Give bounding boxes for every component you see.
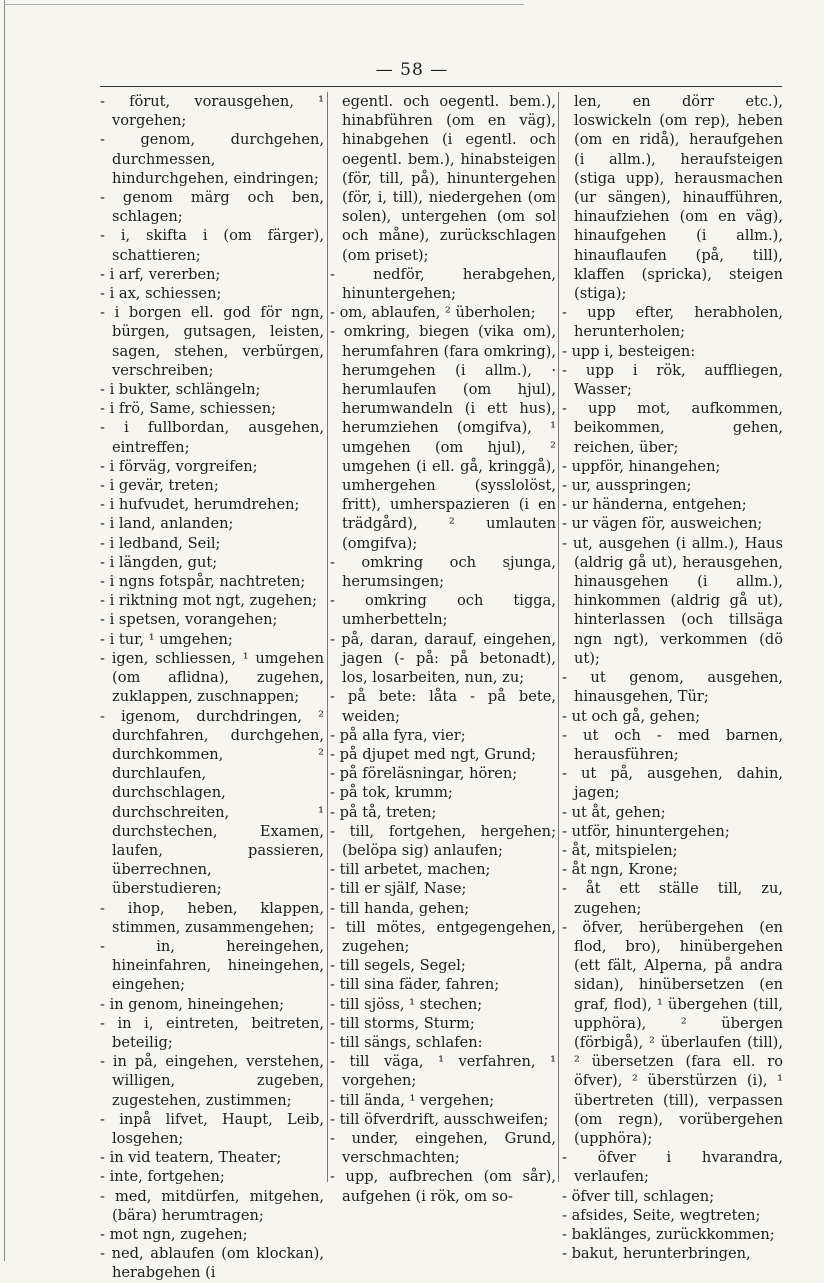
dictionary-entry: - upp i rök, auffliegen, Wasser; bbox=[562, 361, 783, 399]
dictionary-entry: - in vid teatern, Theater; bbox=[100, 1149, 282, 1167]
dictionary-entry: - omkring och tigga, umherbetteln; bbox=[330, 592, 556, 629]
dictionary-entry: - ut, ausgehen (i allm.), Haus (aldrig gå ut), herausgehen, hinausgehen (i allm.), hinkommen (aldrig gå ut), hinterlassen (och tillsäga ngn ngt), verkommen (dö ut); bbox=[562, 534, 783, 667]
dictionary-entry: - öfver, herübergehen (en flod, bro), hinübergehen (ett fält, Alperna, på andra sidan), hinübersetzen (en graf, flod), ¹ übergehen (till, upphöra), ² übergen (förbigå), ² überlaufen (till), ² übersetzen (fara ell. ro öfver), ² überstürzen (i), ¹ übertreten (till), verpassen (om regn), vorübergehen (upphöra); bbox=[562, 918, 783, 1147]
dictionary-entry: - afsides, Seite, wegtreten; bbox=[562, 1206, 761, 1224]
dictionary-entry: - i borgen ell. god för ngn, bürgen, gutsagen, leisten, sagen, stehen, verbürgen, verschreiben; bbox=[100, 304, 324, 379]
dictionary-entry: - genom märg och ben, schlagen; bbox=[100, 189, 324, 226]
dictionary-entry: - på, daran, darauf, eingehen, jagen (- på: på betonadt), los, losarbeiten, nun, zu; bbox=[330, 630, 556, 687]
dictionary-entry: - i ax, schiessen; bbox=[100, 285, 222, 303]
dictionary-entry: - utför, hinuntergehen; bbox=[562, 822, 730, 840]
dictionary-entry: - uppför, hinangehen; bbox=[562, 457, 721, 475]
dictionary-entry: - till arbetet, machen; bbox=[330, 861, 491, 879]
dictionary-entry: - till väga, ¹ verfahren, ¹ vorgehen; bbox=[330, 1053, 556, 1090]
dictionary-entry: - upp i, besteigen: bbox=[562, 342, 696, 360]
dictionary-entry: - ur händerna, entgehen; bbox=[562, 496, 747, 514]
dictionary-entry: - mot ngn, zugehen; bbox=[100, 1225, 248, 1243]
dictionary-entry: - genom, durchgehen, durchmessen, hindurchgehen, eindringen; bbox=[100, 131, 324, 187]
dictionary-entry: - ut och gå, gehen; bbox=[562, 707, 701, 725]
dictionary-entry: - på tå, treten; bbox=[330, 803, 437, 821]
column-2 bbox=[330, 92, 556, 1205]
dictionary-entry: - öfver till, schlagen; bbox=[562, 1187, 715, 1205]
column-divider bbox=[558, 92, 559, 1182]
dictionary-entry: - ned, ablaufen (om klockan), herabgehen (i bbox=[100, 1245, 324, 1282]
dictionary-entry: - upp efter, herabholen, herunterholen; bbox=[562, 304, 783, 341]
dictionary-entry: - i ledband, Seil; bbox=[100, 534, 221, 552]
dictionary-entry: - nedför, herabgehen, hinuntergehen; bbox=[330, 265, 556, 303]
dictionary-entry: - i land, anlanden; bbox=[100, 515, 234, 533]
dictionary-entry: - åt ngn, Krone; bbox=[562, 861, 678, 879]
dictionary-entry: - i spetsen, vorangehen; bbox=[100, 611, 278, 629]
dictionary-entry: - in genom, hineingehen; bbox=[100, 995, 285, 1013]
dictionary-entry: - i arf, vererben; bbox=[100, 265, 221, 283]
dictionary-entry: - inte, fortgehen; bbox=[100, 1168, 225, 1186]
dictionary-entry: - till ända, ¹ vergehen; bbox=[330, 1091, 495, 1109]
dictionary-entry: - till er själf, Nase; bbox=[330, 880, 467, 898]
dictionary-entry: - bakut, herunterbringen, bbox=[562, 1245, 751, 1263]
dictionary-entry: - till öfverdrift, ausschweifen; bbox=[330, 1110, 549, 1128]
dictionary-entry: - till storms, Sturm; bbox=[330, 1014, 475, 1032]
dictionary-entry: - om, ablaufen, ² überholen; bbox=[330, 304, 536, 322]
dictionary-entry: - på alla fyra, vier; bbox=[330, 726, 466, 744]
header-rule bbox=[100, 86, 782, 87]
dictionary-entry: - till handa, gehen; bbox=[330, 899, 470, 917]
dictionary-entry: - ihop, heben, klappen, stimmen, zusammengehen; bbox=[100, 899, 324, 936]
dictionary-entry: - på bete: låta - på bete, weiden; bbox=[330, 688, 556, 725]
column-3 bbox=[562, 92, 783, 1263]
page-top-edge bbox=[4, 4, 524, 5]
dictionary-entry: - i längden, gut; bbox=[100, 553, 218, 571]
dictionary-entry: - med, mitdürfen, mitgehen, (bära) herumtragen; bbox=[100, 1187, 324, 1224]
dictionary-entry: - ut och - med barnen, herausführen; bbox=[562, 726, 783, 763]
dictionary-entry: - till, fortgehen, hergehen; (belöpa sig) anlaufen; bbox=[330, 822, 556, 859]
dictionary-entry: - öfver i hvarandra, verlaufen; bbox=[562, 1149, 783, 1186]
dictionary-entry: - i hufvudet, herumdrehen; bbox=[100, 496, 300, 514]
dictionary-entry: - upp, aufbrechen (om sår), aufgehen (i rök, om so- bbox=[330, 1168, 556, 1205]
dictionary-entry: - omkring, biegen (vika om), herumfahren (fara omkring), herumgehen (i allm.), · herumlaufen (om hjul), herumwandeln (i ett hus), herumziehen (omgifva), ¹ umgehen (om hjul), ² umgehen (i ell. gå, kringgå), umhergehen (sysslolöst, fritt), umherspazieren (i en trädgård), ² umlauten (omgifva); bbox=[330, 323, 556, 552]
dictionary-entry: - ut genom, ausgehen, hinausgehen, Tür; bbox=[562, 669, 783, 706]
dictionary-entry: - inpå lifvet, Haupt, Leib, losgehen; bbox=[100, 1110, 324, 1147]
dictionary-entry: - i ngns fotspår, nachtreten; bbox=[100, 573, 306, 591]
dictionary-entry: egentl. och oegentl. bem.), hinabführen (om en väg), hinabgehen (i egentl. och oegentl. bem.), hinabsteigen (för, till, på), hinuntergehen (för, i, till), niedergehen (om solen), untergehen (om sol och måne), zurückschlagen (om priset); bbox=[342, 93, 556, 264]
dictionary-entry: - på tok, krumm; bbox=[330, 784, 453, 802]
dictionary-entry: - under, eingehen, Grund, verschmachten; bbox=[330, 1129, 556, 1167]
dictionary-entry: - in, hereingehen, hineinfahren, hineingehen, eingehen; bbox=[100, 937, 324, 994]
dictionary-entry: - förut, vorausgehen, ¹ vorgehen; bbox=[100, 93, 324, 130]
dictionary-entry: - i fullbordan, ausgehen, eintreffen; bbox=[100, 419, 324, 456]
dictionary-entry: len, en dörr etc.), loswickeln (om rep), heben (om en ridå), heraufgehen (i allm.), heraufsteigen (stiga upp), herausmachen (ur sängen), hinaufführen, hinaufziehen (om en väg), hinaufgehen (i allm.), hinauflaufen (på, till), klaffen (spricka), steigen (stiga); bbox=[574, 93, 783, 303]
dictionary-entry: - till mötes, entgegengehen, zugehen; bbox=[330, 918, 556, 955]
dictionary-entry: - i förväg, vorgreifen; bbox=[100, 457, 258, 475]
dictionary-entry: - baklänges, zurückkommen; bbox=[562, 1225, 775, 1243]
page-left-edge bbox=[4, 0, 5, 1261]
dictionary-entry: - i riktning mot ngt, zugehen; bbox=[100, 592, 318, 610]
dictionary-entry: - till sina fäder, fahren; bbox=[330, 976, 500, 994]
dictionary-entry: - åt, mitspielen; bbox=[562, 841, 678, 859]
dictionary-entry: - till sjöss, ¹ stechen; bbox=[330, 995, 483, 1013]
dictionary-entry: - i, skifta i (om färger), schattieren; bbox=[100, 227, 324, 264]
dictionary-entry: - i tur, ¹ umgehen; bbox=[100, 630, 233, 648]
dictionary-entry: - till segels, Segel; bbox=[330, 957, 466, 975]
dictionary-entry: - in i, eintreten, beitreten, beteilig; bbox=[100, 1014, 324, 1051]
dictionary-entry: - i bukter, schlängeln; bbox=[100, 381, 261, 399]
dictionary-entry: - igenom, durchdringen, ² durchfahren, durchgehen, durchkommen, ² durchlaufen, durchschlagen, durchschreiten, ¹ durchstechen, Examen, laufen, passieren, überrechnen, überstudieren; bbox=[100, 707, 324, 898]
dictionary-entry: - på djupet med ngt, Grund; bbox=[330, 745, 537, 763]
dictionary-entry: - i frö, Same, schiessen; bbox=[100, 400, 277, 418]
column-divider bbox=[327, 92, 328, 1182]
column-1 bbox=[100, 92, 324, 1282]
dictionary-entry: - upp mot, aufkommen, beikommen, gehen, reichen, über; bbox=[562, 400, 783, 456]
dictionary-entry: - ur, ausspringen; bbox=[562, 477, 692, 495]
dictionary-entry: - ut åt, gehen; bbox=[562, 803, 666, 821]
dictionary-entry: - i gevär, treten; bbox=[100, 477, 219, 495]
dictionary-entry: - åt ett ställe till, zu, zugehen; bbox=[562, 880, 783, 917]
dictionary-entry: - in på, eingehen, verstehen, willigen, zugeben, zugestehen, zustimmen; bbox=[100, 1053, 324, 1109]
page-number: — 58 — bbox=[375, 60, 449, 80]
dictionary-entry: - omkring och sjunga, herumsingen; bbox=[330, 553, 556, 591]
dictionary-entry: - till sängs, schlafen: bbox=[330, 1033, 483, 1051]
dictionary-entry: - på föreläsningar, hören; bbox=[330, 765, 518, 783]
dictionary-entry: - ut på, ausgehen, dahin, jagen; bbox=[562, 765, 783, 802]
dictionary-entry: - ur vägen för, ausweichen; bbox=[562, 515, 763, 533]
dictionary-entry: - igen, schliessen, ¹ umgehen (om aflidna), zugehen, zuklappen, zuschnappen; bbox=[100, 649, 324, 706]
